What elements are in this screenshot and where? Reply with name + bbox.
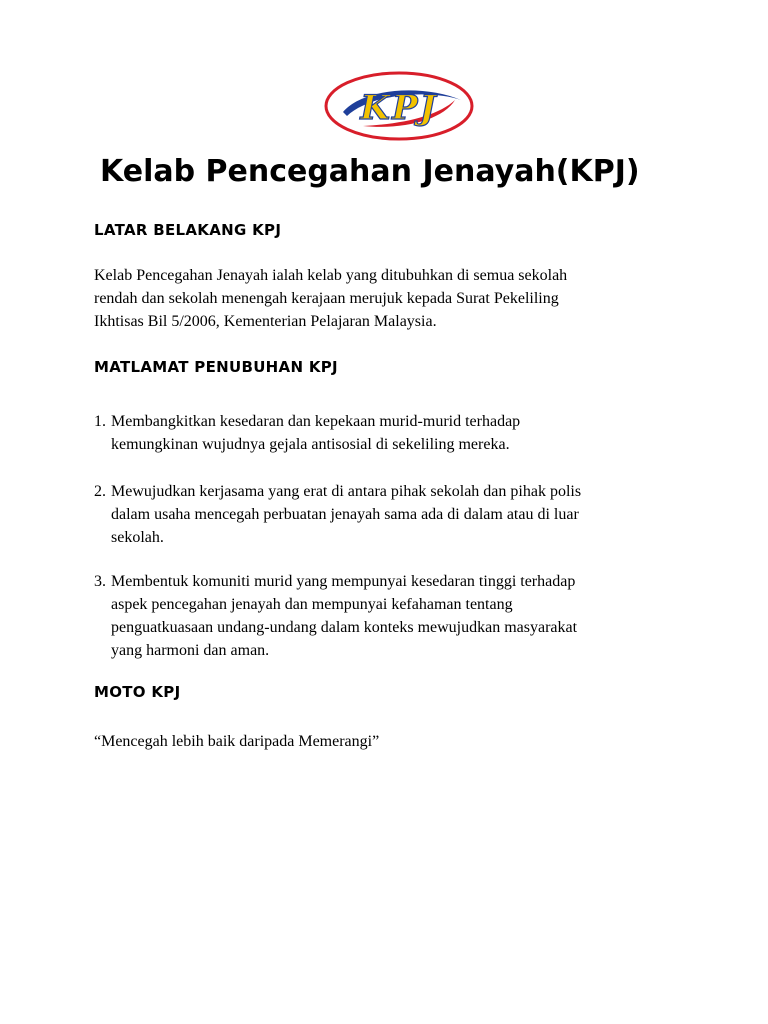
document-title: Kelab Pencegahan Jenayah(KPJ) [100, 154, 640, 189]
heading-latar-belakang: LATAR BELAKANG KPJ [94, 221, 282, 239]
kpj-logo [323, 70, 475, 142]
objective-item-2 [94, 480, 704, 549]
latar-belakang-paragraph [94, 264, 694, 333]
objective-line [94, 410, 704, 433]
heading-moto: MOTO KPJ [94, 683, 181, 701]
objective-text: Membangkitkan kesedaran dan kepekaan murid-murid terhadap [111, 413, 521, 430]
objective-line: penguatkuasaan undang-undang dalam konteks mewujudkan masyarakat [111, 619, 578, 636]
paragraph-line: Kelab Pencegahan Jenayah ialah kelab yang ditubuhkan di semua sekolah [94, 267, 568, 284]
objective-number: 3. [94, 573, 106, 590]
objective-line: kemungkinan wujudnya gejala antisosial di sekeliling mereka. [111, 436, 510, 453]
objective-item-3 [94, 570, 704, 662]
objective-item-1 [94, 410, 704, 456]
logo-lettering: KPJ [360, 88, 438, 128]
objective-line: yang harmoni dan aman. [111, 642, 270, 659]
objective-line: aspek pencegahan jenayah dan mempunyai kefahaman tentang [111, 596, 513, 613]
objective-text: Mewujudkan kerjasama yang erat di antara pihak sekolah dan pihak polis [111, 483, 582, 500]
objective-line [94, 570, 704, 593]
objective-line [94, 480, 704, 503]
objective-line: dalam usaha mencegah perbuatan jenayah sama ada di dalam atau di luar [111, 506, 579, 523]
heading-matlamat-penubuhan: MATLAMAT PENUBUHAN KPJ [94, 358, 338, 376]
objective-number: 2. [94, 483, 106, 500]
objective-text: Membentuk komuniti murid yang mempunyai kesedaran tinggi terhadap [111, 573, 576, 590]
paragraph-line: rendah dan sekolah menengah kerajaan merujuk kepada Surat Pekeliling [94, 290, 559, 307]
paragraph-line: Ikhtisas Bil 5/2006, Kementerian Pelajaran Malaysia. [94, 313, 437, 330]
objective-number: 1. [94, 413, 106, 430]
objective-line: sekolah. [111, 529, 164, 546]
motto-text: “Mencegah lebih baik daripada Memerangi” [94, 733, 380, 750]
